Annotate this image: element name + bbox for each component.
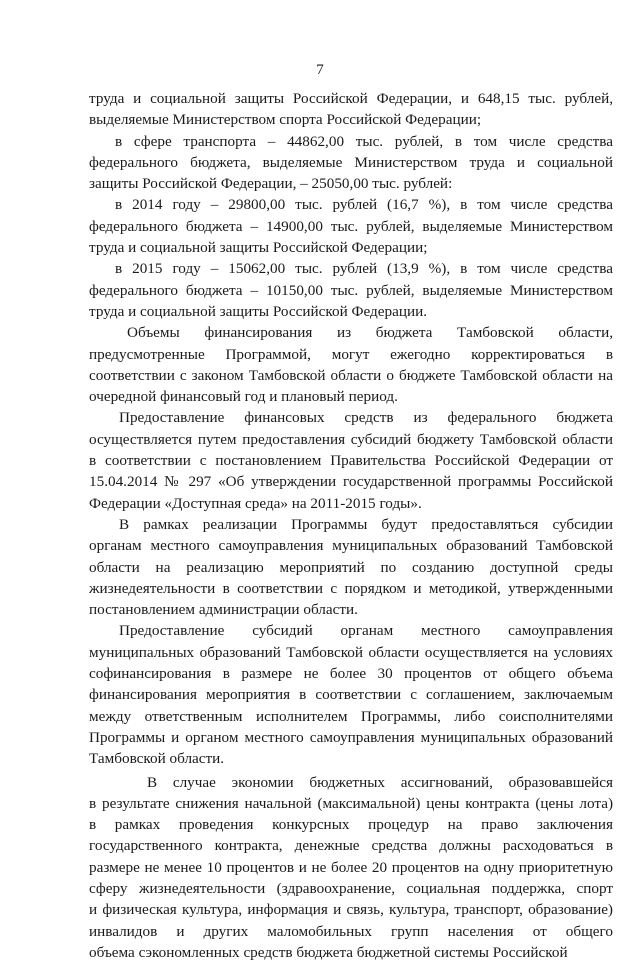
paragraph — [89, 322, 613, 407]
body-text — [89, 88, 613, 963]
text-line: органам местного самоуправления муниципальных образований Тамбовской — [89, 535, 613, 556]
text-line: В рамках реализации Программы будут предоставляться субсидии — [89, 514, 613, 535]
text-line: федерального бюджета, выделяемые Министерством труда и социальной — [89, 152, 613, 173]
text-line: в рамках проведения конкурсных процедур на право заключения — [89, 814, 613, 835]
text-line: 15.04.2014 № 297 «Об утверждении государственной программы Российской — [89, 471, 613, 492]
paragraph — [89, 131, 613, 195]
text-line: федерального бюджета – 14900,00 тыс. рублей, выделяемые Министерством — [89, 216, 613, 237]
text-line: предусмотренные Программой, могут ежегодно корректироваться в — [89, 344, 613, 365]
text-line: постановлением администрации области. — [89, 599, 613, 620]
text-line: инвалидов и других маломобильных групп населения от общего — [89, 921, 613, 942]
text-line: выделяемые Министерством спорта Российской Федерации; — [89, 109, 613, 130]
text-line: объема сэкономленных средств бюджета бюджетной системы Российской — [89, 942, 613, 963]
text-line: области на реализацию мероприятий по созданию доступной среды — [89, 557, 613, 578]
text-line: Федерации «Доступная среда» на 2011-2015 годы». — [89, 493, 613, 514]
text-line: федерального бюджета – 10150,00 тыс. рублей, выделяемые Министерством — [89, 280, 613, 301]
paragraph — [89, 88, 613, 131]
text-line: Тамбовской области. — [89, 748, 613, 769]
paragraph — [89, 514, 613, 620]
text-line: очередной финансовый год и плановый период. — [89, 386, 613, 407]
text-line: размере не менее 10 процентов и не более 20 процентов на одну приоритетную — [89, 857, 613, 878]
text-line: в 2015 году – 15062,00 тыс. рублей (13,9 %), в том числе средства — [89, 258, 613, 279]
text-line: сферу жизнедеятельности (здравоохранение, социальная поддержка, спорт — [89, 878, 613, 899]
text-line: между ответственным исполнителем Программы, либо соисполнителями — [89, 706, 613, 727]
text-line: жизнедеятельности в соответствии с порядком и методикой, утвержденными — [89, 578, 613, 599]
text-line: муниципальных образований Тамбовской области осуществляется на условиях — [89, 642, 613, 663]
paragraph — [89, 407, 613, 513]
text-line: и физическая культура, информация и связь, культура, транспорт, образование) — [89, 899, 613, 920]
text-line: в сфере транспорта – 44862,00 тыс. рублей, в том числе средства — [89, 131, 613, 152]
text-line: в соответствии с постановлением Правительства Российской Федерации от — [89, 450, 613, 471]
text-line: софинансирования в размере не более 30 процентов от общего объема — [89, 663, 613, 684]
paragraph — [89, 194, 613, 258]
text-line: Предоставление субсидий органам местного самоуправления — [89, 620, 613, 641]
text-line: защиты Российской Федерации, – 25050,00 тыс. рублей: — [89, 173, 613, 194]
text-line: в 2014 году – 29800,00 тыс. рублей (16,7 %), в том числе средства — [89, 194, 613, 215]
text-line: государственного контракта, денежные средства должны расходоваться в — [89, 835, 613, 856]
text-line: соответствии с законом Тамбовской области о бюджете Тамбовской области на — [89, 365, 613, 386]
text-line: труда и социальной защиты Российской Федерации. — [89, 301, 613, 322]
paragraph — [89, 258, 613, 322]
text-line: осуществляется путем предоставления субсидий бюджету Тамбовской области — [89, 429, 613, 450]
text-line: Объемы финансирования из бюджета Тамбовской области, — [89, 322, 613, 343]
text-line: в результате снижения начальной (максимальной) цены контракта (цены лота) — [89, 793, 613, 814]
text-line: финансирования мероприятия в соответствии с соглашением, заключаемым — [89, 684, 613, 705]
text-line: В случае экономии бюджетных ассигнований, образовавшейся — [89, 772, 613, 793]
paragraph — [89, 620, 613, 769]
text-line: Программы и органом местного самоуправления муниципальных образований — [89, 727, 613, 748]
paragraph — [89, 772, 613, 963]
text-line: труда и социальной защиты Российской Федерации; — [89, 237, 613, 258]
text-line: труда и социальной защиты Российской Федерации, и 648,15 тыс. рублей, — [89, 88, 613, 109]
page-number: 7 — [0, 62, 640, 79]
text-line: Предоставление финансовых средств из федерального бюджета — [89, 407, 613, 428]
